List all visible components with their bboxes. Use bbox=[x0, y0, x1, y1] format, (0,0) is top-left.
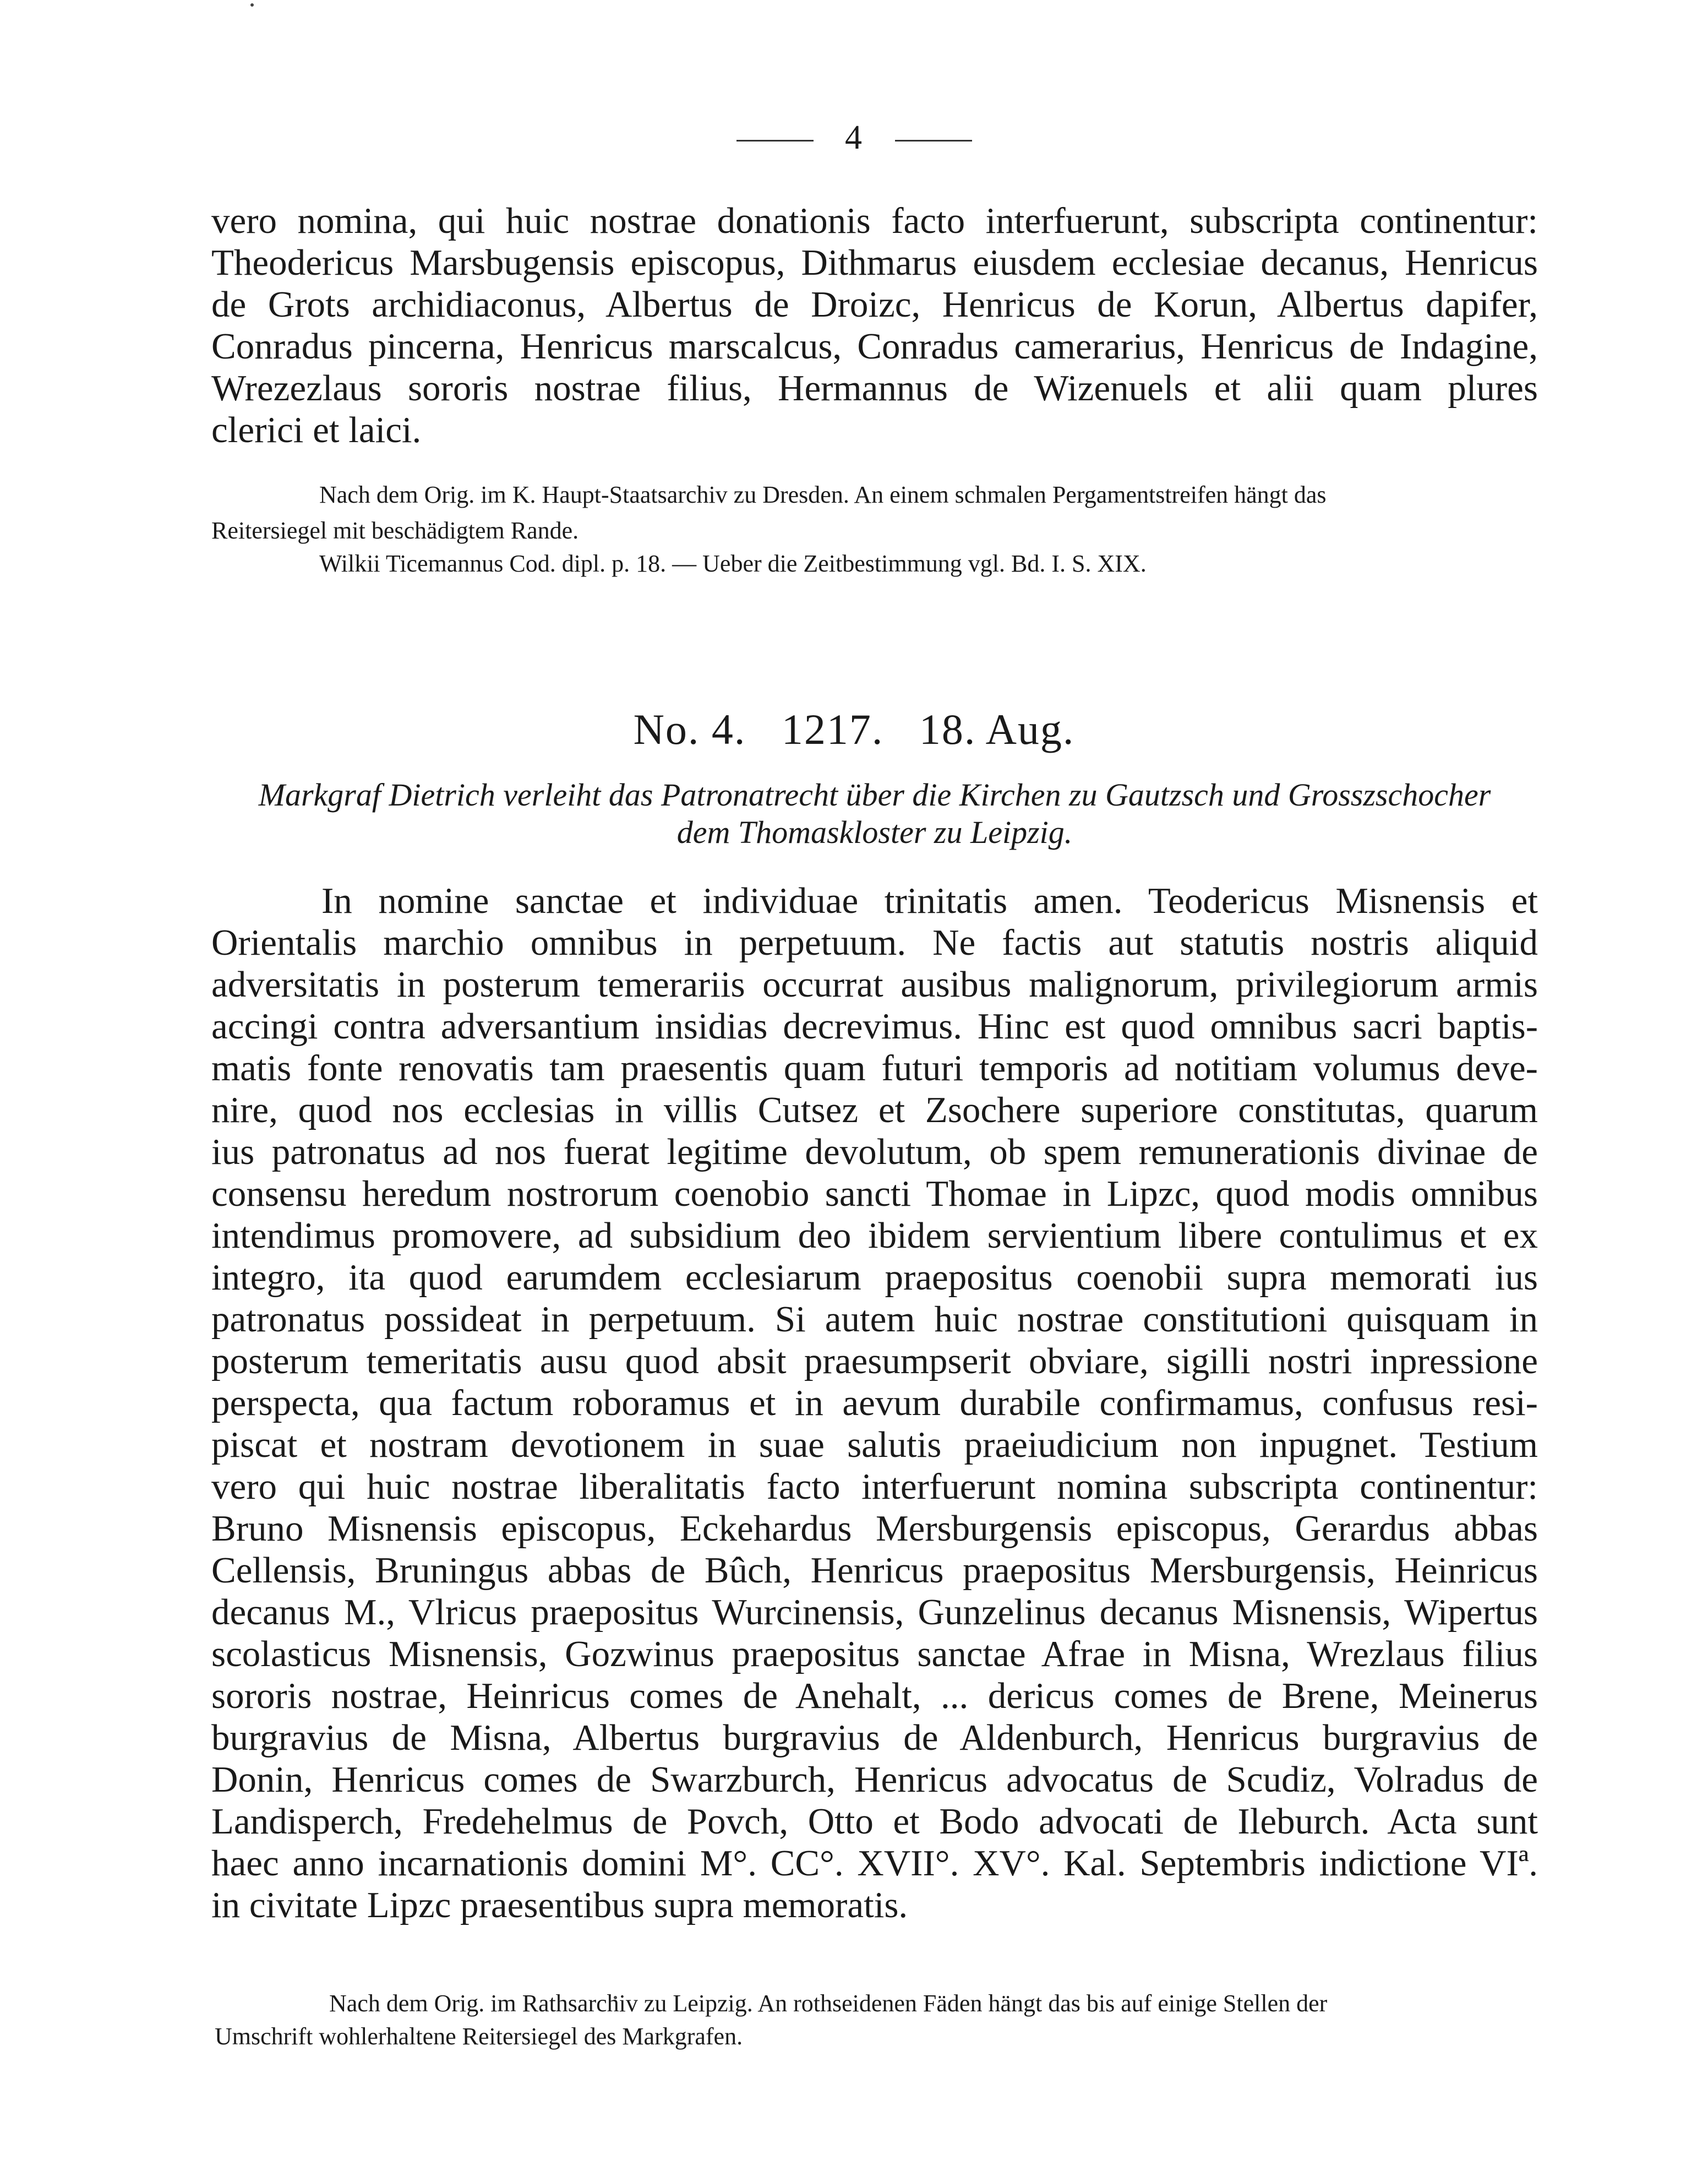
header-rule-right bbox=[895, 140, 972, 142]
text-line: Orientalis marchio omnibus in perpetuum. Ne factis aut statutis nostris aliquid bbox=[211, 922, 1538, 963]
text-line: Theodericus Marsbugensis episcopus, Dithmarus eiusdem ecclesiae decanus, Henricus bbox=[211, 242, 1538, 283]
text-line: de Grots archidiaconus, Albertus de Droizc, Henricus de Korun, Albertus dapifer, bbox=[211, 284, 1538, 325]
text-line: Cellensis, Bruningus abbas de Bûch, Henricus praepositus Mersburgensis, Heinricus bbox=[211, 1550, 1538, 1591]
text-line: burgravius de Misna, Albertus burgravius de Aldenburch, Henricus burgravius de bbox=[211, 1717, 1538, 1758]
document-summary bbox=[211, 776, 1538, 851]
text-line: Wrezezlaus sororis nostrae filius, Hermannus de Wizenuels et alii quam plures bbox=[211, 368, 1538, 409]
text-line: Bruno Misnensis episcopus, Eckehardus Mersburgensis episcopus, Gerardus abbas bbox=[211, 1508, 1538, 1549]
text-line: piscat et nostram devotionem in suae salutis praeiudicium non inpugnet. Testium bbox=[211, 1424, 1538, 1465]
page-header bbox=[0, 118, 1708, 157]
previous-document-note: Wilkii Ticemannus Cod. dipl. p. 18. — Ueber die Zeitbestimmung vgl. Bd. I. S. XIX. bbox=[319, 550, 1147, 577]
summary-line: dem Thomaskloster zu Leipzig. bbox=[676, 814, 1073, 850]
text-line: matis fonte renovatis tam praesentis quam futuri temporis ad notitiam volumus deve- bbox=[211, 1048, 1538, 1089]
text-line: Donin, Henricus comes de Swarzburch, Henricus advocatus de Scudiz, Volradus de bbox=[211, 1759, 1538, 1800]
previous-document-note: Nach dem Orig. im K. Haupt-Staatsarchiv zu Dresden. An einem schmalen Pergamentstreifen hängt das bbox=[319, 481, 1327, 508]
text-line: In nomine sanctae et individuae trinitatis amen. Teodericus Misnensis et bbox=[321, 880, 1538, 921]
text-line: Conradus pincerna, Henricus marscalcus, Conradus camerarius, Henricus de Indagine, bbox=[211, 326, 1538, 367]
ink-speck bbox=[250, 3, 254, 7]
text-line: integro, ita quod earumdem ecclesiarum praepositus coenobii supra memorati ius bbox=[211, 1257, 1538, 1298]
text-line: consensu heredum nostrorum coenobio sancti Thomae in Lipzc, quod modis omnibus bbox=[211, 1173, 1538, 1214]
header-rule-left bbox=[736, 140, 814, 142]
text-line: adversitatis in posterum temerariis occurrat ausibus malignorum, privilegiorum armis bbox=[211, 964, 1538, 1005]
text-line: scolasticus Misnensis, Gozwinus praepositus sanctae Afrae in Misna, Wrezlaus filius bbox=[211, 1634, 1538, 1674]
previous-document-note: Reitersiegel mit beschädigtem Rande. bbox=[211, 517, 579, 544]
previous-document-text bbox=[211, 200, 1538, 451]
text-line: sororis nostrae, Heinricus comes de Anehalt, ... dericus comes de Brene, Meinerus bbox=[211, 1675, 1538, 1716]
text-line: intendimus promovere, ad subsidium deo ibidem servientium libere contulimus et ex bbox=[211, 1215, 1538, 1256]
text-line: patronatus possideat in perpetuum. Si autem huic nostrae constitutioni quisquam in bbox=[211, 1299, 1538, 1340]
text-line: posterum temeritatis ausu quod absit praesumpserit obviare, sigilli nostri inpressione bbox=[211, 1341, 1538, 1381]
document-note: Nach dem Orig. im Rathsarchiv zu Leipzig. An rothseidenen Fäden hängt das bis auf einige Stellen der bbox=[329, 1990, 1328, 2017]
text-line: accingi contra adversantium insidias decrevimus. Hinc est quod omnibus sacri baptis- bbox=[211, 1006, 1538, 1047]
text-line: perspecta, qua factum roboramus et in aevum durabile confirmamus, confusus resi- bbox=[211, 1383, 1538, 1423]
document-heading: No. 4. 1217. 18. Aug. bbox=[633, 705, 1075, 753]
text-line: vero nomina, qui huic nostrae donationis facto interfuerunt, subscripta continentur: bbox=[211, 200, 1538, 241]
summary-line: Markgraf Dietrich verleiht das Patronatrecht über die Kirchen zu Gautzsch und Grosszschocher bbox=[258, 777, 1491, 813]
document-note: Umschrift wohlerhaltene Reitersiegel des Markgrafen. bbox=[215, 2023, 743, 2050]
text-line: nire, quod nos ecclesias in villis Cutsez et Zsochere superiore constitutas, quarum bbox=[211, 1090, 1538, 1130]
text-line: ius patronatus ad nos fuerat legitime devolutum, ob spem remunerationis divinae de bbox=[211, 1131, 1538, 1172]
text-line: Landisperch, Fredehelmus de Povch, Otto et Bodo advocati de Ileburch. Acta sunt bbox=[211, 1801, 1538, 1842]
page-number: 4 bbox=[845, 119, 863, 156]
text-line: in civitate Lipzc praesentibus supra memoratis. bbox=[211, 1885, 908, 1925]
text-line: vero qui huic nostrae liberalitatis facto interfuerunt nomina subscripta continentur: bbox=[211, 1466, 1538, 1507]
document-text bbox=[211, 880, 1538, 1926]
text-line: haec anno incarnationis domini M°. CC°. XVII°. XV°. Kal. Septembris indictione VIª. bbox=[211, 1843, 1538, 1884]
text-line: decanus M., Vlricus praepositus Wurcinensis, Gunzelinus decanus Misnensis, Wipertus bbox=[211, 1592, 1538, 1633]
text-line: clerici et laici. bbox=[211, 410, 422, 450]
